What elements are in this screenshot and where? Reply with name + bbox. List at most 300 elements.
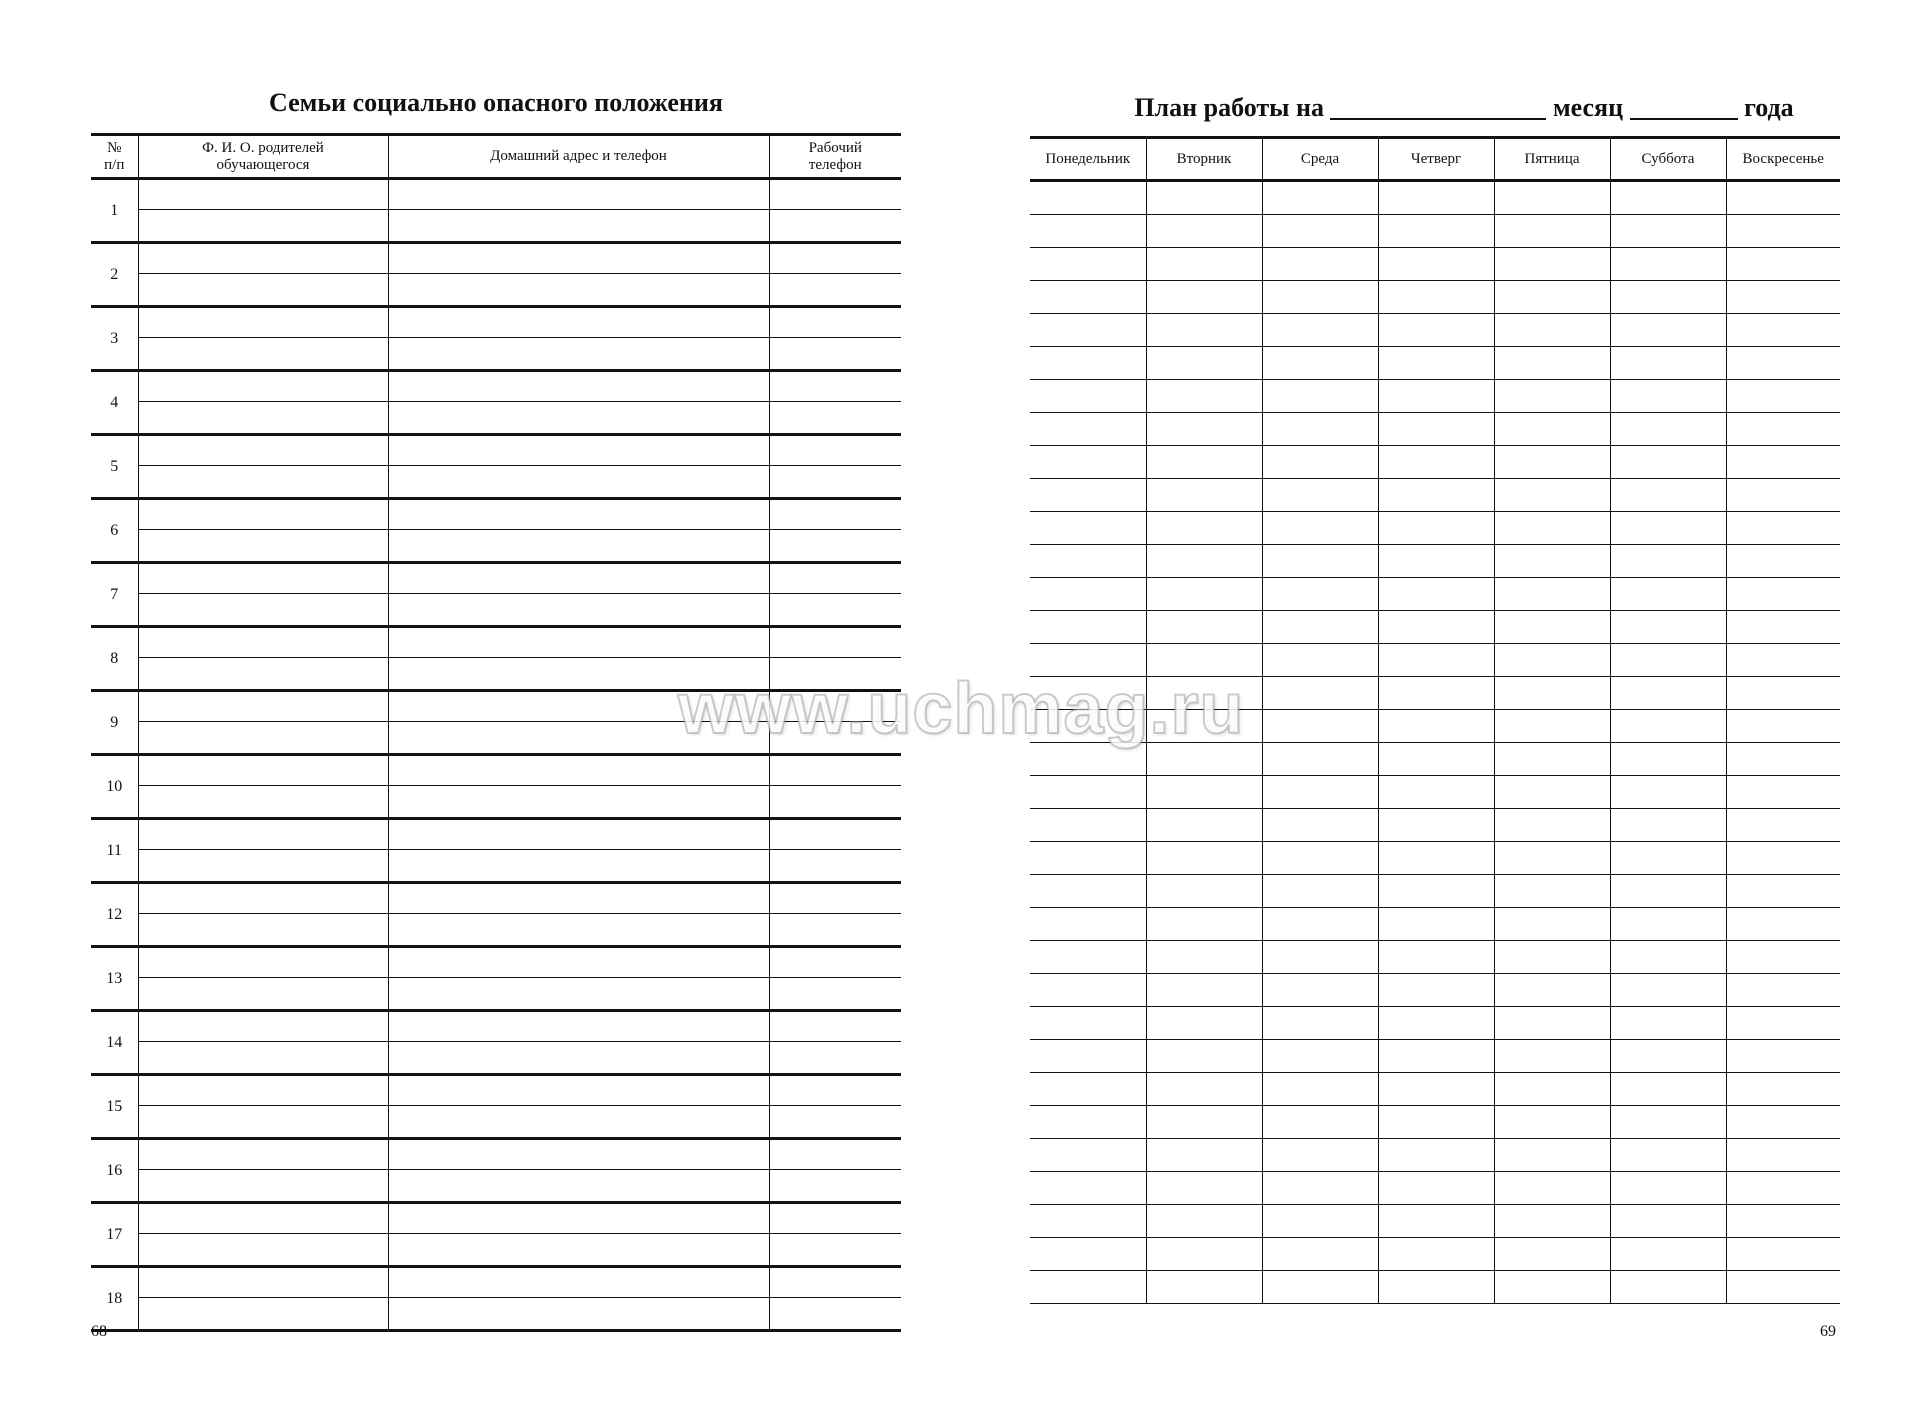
plan-cell[interactable] bbox=[1378, 281, 1494, 314]
plan-cell[interactable] bbox=[1610, 215, 1726, 248]
plan-cell[interactable] bbox=[1146, 677, 1262, 710]
plan-cell[interactable] bbox=[1146, 1271, 1262, 1304]
parents-name-cell[interactable] bbox=[138, 371, 388, 435]
plan-cell[interactable] bbox=[1378, 479, 1494, 512]
plan-cell[interactable] bbox=[1494, 974, 1610, 1007]
plan-cell[interactable] bbox=[1262, 215, 1378, 248]
address-cell[interactable] bbox=[388, 307, 769, 371]
parents-name-cell[interactable] bbox=[138, 755, 388, 819]
plan-cell[interactable] bbox=[1494, 413, 1610, 446]
plan-cell[interactable] bbox=[1726, 644, 1840, 677]
plan-cell[interactable] bbox=[1726, 1106, 1840, 1139]
parents-name-cell[interactable] bbox=[138, 1139, 388, 1203]
plan-cell[interactable] bbox=[1726, 380, 1840, 413]
plan-cell[interactable] bbox=[1030, 1238, 1146, 1271]
address-cell[interactable] bbox=[388, 371, 769, 435]
plan-cell[interactable] bbox=[1378, 710, 1494, 743]
plan-cell[interactable] bbox=[1030, 380, 1146, 413]
plan-cell[interactable] bbox=[1146, 710, 1262, 743]
parents-name-cell[interactable] bbox=[138, 947, 388, 1011]
plan-cell[interactable] bbox=[1726, 248, 1840, 281]
plan-cell[interactable] bbox=[1030, 479, 1146, 512]
plan-cell[interactable] bbox=[1378, 941, 1494, 974]
address-cell[interactable] bbox=[388, 627, 769, 691]
address-cell[interactable] bbox=[388, 755, 769, 819]
plan-cell[interactable] bbox=[1610, 1205, 1726, 1238]
plan-cell[interactable] bbox=[1726, 908, 1840, 941]
plan-cell[interactable] bbox=[1030, 446, 1146, 479]
plan-cell[interactable] bbox=[1494, 248, 1610, 281]
plan-cell[interactable] bbox=[1030, 1040, 1146, 1073]
plan-cell[interactable] bbox=[1262, 1271, 1378, 1304]
work-phone-cell[interactable] bbox=[769, 563, 901, 627]
plan-cell[interactable] bbox=[1262, 281, 1378, 314]
work-phone-cell[interactable] bbox=[769, 1267, 901, 1331]
plan-cell[interactable] bbox=[1494, 677, 1610, 710]
parents-name-cell[interactable] bbox=[138, 435, 388, 499]
plan-cell[interactable] bbox=[1146, 743, 1262, 776]
plan-cell[interactable] bbox=[1726, 1073, 1840, 1106]
plan-cell[interactable] bbox=[1610, 413, 1726, 446]
plan-cell[interactable] bbox=[1146, 380, 1262, 413]
plan-cell[interactable] bbox=[1030, 248, 1146, 281]
plan-cell[interactable] bbox=[1378, 1139, 1494, 1172]
plan-cell[interactable] bbox=[1030, 215, 1146, 248]
plan-cell[interactable] bbox=[1146, 1007, 1262, 1040]
work-phone-cell[interactable] bbox=[769, 627, 901, 691]
plan-cell[interactable] bbox=[1494, 842, 1610, 875]
plan-cell[interactable] bbox=[1610, 248, 1726, 281]
plan-cell[interactable] bbox=[1146, 1106, 1262, 1139]
plan-cell[interactable] bbox=[1262, 413, 1378, 446]
plan-cell[interactable] bbox=[1726, 710, 1840, 743]
plan-cell[interactable] bbox=[1726, 743, 1840, 776]
work-phone-cell[interactable] bbox=[769, 691, 901, 755]
address-cell[interactable] bbox=[388, 179, 769, 243]
plan-cell[interactable] bbox=[1494, 281, 1610, 314]
parents-name-cell[interactable] bbox=[138, 1011, 388, 1075]
address-cell[interactable] bbox=[388, 243, 769, 307]
plan-cell[interactable] bbox=[1494, 1205, 1610, 1238]
plan-cell[interactable] bbox=[1378, 743, 1494, 776]
parents-name-cell[interactable] bbox=[138, 1203, 388, 1267]
plan-cell[interactable] bbox=[1262, 809, 1378, 842]
plan-cell[interactable] bbox=[1378, 380, 1494, 413]
plan-cell[interactable] bbox=[1030, 347, 1146, 380]
plan-cell[interactable] bbox=[1146, 446, 1262, 479]
work-phone-cell[interactable] bbox=[769, 755, 901, 819]
plan-cell[interactable] bbox=[1610, 611, 1726, 644]
plan-cell[interactable] bbox=[1146, 809, 1262, 842]
plan-cell[interactable] bbox=[1146, 776, 1262, 809]
address-cell[interactable] bbox=[388, 1203, 769, 1267]
plan-cell[interactable] bbox=[1726, 1205, 1840, 1238]
plan-cell[interactable] bbox=[1378, 215, 1494, 248]
plan-cell[interactable] bbox=[1262, 743, 1378, 776]
plan-cell[interactable] bbox=[1378, 1238, 1494, 1271]
plan-cell[interactable] bbox=[1726, 545, 1840, 578]
plan-cell[interactable] bbox=[1726, 1139, 1840, 1172]
parents-name-cell[interactable] bbox=[138, 243, 388, 307]
plan-cell[interactable] bbox=[1030, 743, 1146, 776]
plan-cell[interactable] bbox=[1378, 908, 1494, 941]
plan-cell[interactable] bbox=[1378, 974, 1494, 1007]
plan-cell[interactable] bbox=[1494, 181, 1610, 215]
plan-cell[interactable] bbox=[1146, 479, 1262, 512]
plan-cell[interactable] bbox=[1262, 545, 1378, 578]
plan-cell[interactable] bbox=[1726, 809, 1840, 842]
day-header: Понедельник bbox=[1030, 138, 1146, 181]
plan-cell[interactable] bbox=[1378, 347, 1494, 380]
plan-cell[interactable] bbox=[1726, 512, 1840, 545]
plan-cell[interactable] bbox=[1610, 181, 1726, 215]
plan-cell[interactable] bbox=[1610, 743, 1726, 776]
plan-cell[interactable] bbox=[1030, 314, 1146, 347]
plan-cell[interactable] bbox=[1726, 281, 1840, 314]
plan-cell[interactable] bbox=[1610, 545, 1726, 578]
plan-cell[interactable] bbox=[1726, 347, 1840, 380]
plan-cell[interactable] bbox=[1494, 215, 1610, 248]
plan-cell[interactable] bbox=[1146, 347, 1262, 380]
plan-cell[interactable] bbox=[1494, 776, 1610, 809]
work-phone-cell[interactable] bbox=[769, 243, 901, 307]
plan-cell[interactable] bbox=[1030, 413, 1146, 446]
plan-cell[interactable] bbox=[1146, 875, 1262, 908]
plan-cell[interactable] bbox=[1726, 314, 1840, 347]
plan-cell[interactable] bbox=[1378, 776, 1494, 809]
plan-cell[interactable] bbox=[1726, 941, 1840, 974]
plan-cell[interactable] bbox=[1146, 1073, 1262, 1106]
plan-cell[interactable] bbox=[1610, 809, 1726, 842]
parents-name-cell[interactable] bbox=[138, 691, 388, 755]
plan-cell[interactable] bbox=[1610, 479, 1726, 512]
plan-cell[interactable] bbox=[1146, 281, 1262, 314]
plan-cell[interactable] bbox=[1146, 1238, 1262, 1271]
plan-cell[interactable] bbox=[1146, 181, 1262, 215]
plan-cell[interactable] bbox=[1726, 677, 1840, 710]
plan-cell[interactable] bbox=[1030, 809, 1146, 842]
plan-cell[interactable] bbox=[1146, 215, 1262, 248]
plan-cell[interactable] bbox=[1494, 314, 1610, 347]
plan-cell[interactable] bbox=[1146, 974, 1262, 1007]
plan-cell[interactable] bbox=[1262, 644, 1378, 677]
plan-cell[interactable] bbox=[1378, 446, 1494, 479]
address-cell[interactable] bbox=[388, 1267, 769, 1331]
plan-cell[interactable] bbox=[1610, 446, 1726, 479]
plan-cell[interactable] bbox=[1726, 1238, 1840, 1271]
plan-cell[interactable] bbox=[1494, 611, 1610, 644]
plan-cell[interactable] bbox=[1146, 1172, 1262, 1205]
plan-cell[interactable] bbox=[1610, 1172, 1726, 1205]
plan-cell[interactable] bbox=[1146, 1205, 1262, 1238]
plan-cell[interactable] bbox=[1494, 1271, 1610, 1304]
plan-cell[interactable] bbox=[1030, 710, 1146, 743]
plan-cell[interactable] bbox=[1726, 446, 1840, 479]
address-cell[interactable] bbox=[388, 1011, 769, 1075]
plan-cell[interactable] bbox=[1610, 941, 1726, 974]
plan-cell[interactable] bbox=[1262, 710, 1378, 743]
plan-cell[interactable] bbox=[1030, 974, 1146, 1007]
plan-cell[interactable] bbox=[1030, 1106, 1146, 1139]
plan-cell[interactable] bbox=[1146, 578, 1262, 611]
plan-cell[interactable] bbox=[1030, 512, 1146, 545]
work-phone-cell[interactable] bbox=[769, 819, 901, 883]
plan-cell[interactable] bbox=[1610, 1073, 1726, 1106]
plan-cell[interactable] bbox=[1146, 611, 1262, 644]
plan-cell[interactable] bbox=[1378, 677, 1494, 710]
plan-cell[interactable] bbox=[1378, 545, 1494, 578]
plan-cell[interactable] bbox=[1030, 941, 1146, 974]
plan-cell[interactable] bbox=[1262, 677, 1378, 710]
plan-cell[interactable] bbox=[1146, 413, 1262, 446]
plan-cell[interactable] bbox=[1146, 1139, 1262, 1172]
plan-cell[interactable] bbox=[1262, 1007, 1378, 1040]
parents-name-cell[interactable] bbox=[138, 819, 388, 883]
work-phone-cell[interactable] bbox=[769, 947, 901, 1011]
plan-cell[interactable] bbox=[1030, 1007, 1146, 1040]
plan-cell[interactable] bbox=[1262, 1238, 1378, 1271]
plan-cell[interactable] bbox=[1726, 611, 1840, 644]
plan-cell[interactable] bbox=[1262, 1205, 1378, 1238]
plan-cell[interactable] bbox=[1726, 1271, 1840, 1304]
plan-cell[interactable] bbox=[1378, 248, 1494, 281]
plan-cell[interactable] bbox=[1146, 512, 1262, 545]
plan-cell[interactable] bbox=[1030, 677, 1146, 710]
plan-cell[interactable] bbox=[1610, 314, 1726, 347]
plan-cell[interactable] bbox=[1494, 512, 1610, 545]
plan-cell[interactable] bbox=[1378, 842, 1494, 875]
plan-cell[interactable] bbox=[1726, 842, 1840, 875]
plan-cell[interactable] bbox=[1262, 1073, 1378, 1106]
row-number: 10 bbox=[91, 755, 138, 819]
address-cell[interactable] bbox=[388, 435, 769, 499]
parents-name-cell[interactable] bbox=[138, 1267, 388, 1331]
plan-cell[interactable] bbox=[1262, 578, 1378, 611]
plan-cell[interactable] bbox=[1726, 1040, 1840, 1073]
plan-cell[interactable] bbox=[1262, 611, 1378, 644]
plan-cell[interactable] bbox=[1030, 875, 1146, 908]
plan-cell[interactable] bbox=[1378, 1271, 1494, 1304]
plan-cell[interactable] bbox=[1726, 776, 1840, 809]
plan-cell[interactable] bbox=[1494, 941, 1610, 974]
plan-cell[interactable] bbox=[1610, 710, 1726, 743]
parents-name-cell[interactable] bbox=[138, 883, 388, 947]
plan-cell[interactable] bbox=[1494, 1139, 1610, 1172]
plan-cell[interactable] bbox=[1610, 347, 1726, 380]
plan-cell[interactable] bbox=[1378, 181, 1494, 215]
plan-cell[interactable] bbox=[1262, 446, 1378, 479]
plan-cell[interactable] bbox=[1030, 281, 1146, 314]
plan-cell[interactable] bbox=[1610, 908, 1726, 941]
parents-name-cell[interactable] bbox=[138, 1075, 388, 1139]
month-blank-line[interactable] bbox=[1330, 92, 1546, 120]
plan-cell[interactable] bbox=[1726, 215, 1840, 248]
plan-cell[interactable] bbox=[1262, 512, 1378, 545]
plan-cell[interactable] bbox=[1726, 974, 1840, 1007]
plan-cell[interactable] bbox=[1378, 512, 1494, 545]
plan-cell[interactable] bbox=[1610, 644, 1726, 677]
plan-cell[interactable] bbox=[1610, 974, 1726, 1007]
work-phone-cell[interactable] bbox=[769, 435, 901, 499]
work-phone-cell[interactable] bbox=[769, 883, 901, 947]
plan-cell[interactable] bbox=[1610, 578, 1726, 611]
plan-cell[interactable] bbox=[1030, 644, 1146, 677]
plan-cell[interactable] bbox=[1378, 314, 1494, 347]
plan-cell[interactable] bbox=[1610, 512, 1726, 545]
plan-cell[interactable] bbox=[1030, 1139, 1146, 1172]
plan-cell[interactable] bbox=[1494, 479, 1610, 512]
plan-cell[interactable] bbox=[1262, 479, 1378, 512]
plan-cell[interactable] bbox=[1494, 710, 1610, 743]
plan-cell[interactable] bbox=[1726, 1172, 1840, 1205]
work-phone-cell[interactable] bbox=[769, 499, 901, 563]
plan-cell[interactable] bbox=[1610, 1040, 1726, 1073]
plan-cell[interactable] bbox=[1262, 1139, 1378, 1172]
plan-cell[interactable] bbox=[1494, 1040, 1610, 1073]
parents-name-cell[interactable] bbox=[138, 307, 388, 371]
plan-cell[interactable] bbox=[1378, 1205, 1494, 1238]
work-phone-cell[interactable] bbox=[769, 371, 901, 435]
plan-cell[interactable] bbox=[1146, 908, 1262, 941]
plan-cell[interactable] bbox=[1378, 413, 1494, 446]
plan-cell[interactable] bbox=[1726, 1007, 1840, 1040]
plan-cell[interactable] bbox=[1030, 908, 1146, 941]
plan-cell[interactable] bbox=[1494, 1172, 1610, 1205]
plan-cell[interactable] bbox=[1262, 1172, 1378, 1205]
plan-cell[interactable] bbox=[1494, 1106, 1610, 1139]
plan-cell[interactable] bbox=[1378, 1007, 1494, 1040]
plan-cell[interactable] bbox=[1378, 1040, 1494, 1073]
work-phone-cell[interactable] bbox=[769, 1075, 901, 1139]
plan-cell[interactable] bbox=[1262, 1040, 1378, 1073]
plan-cell[interactable] bbox=[1494, 644, 1610, 677]
address-cell[interactable] bbox=[388, 947, 769, 1011]
year-blank-line[interactable] bbox=[1630, 92, 1738, 120]
plan-cell[interactable] bbox=[1030, 1073, 1146, 1106]
plan-cell[interactable] bbox=[1610, 281, 1726, 314]
plan-cell[interactable] bbox=[1030, 578, 1146, 611]
plan-cell[interactable] bbox=[1610, 842, 1726, 875]
plan-cell[interactable] bbox=[1610, 1139, 1726, 1172]
plan-cell[interactable] bbox=[1146, 644, 1262, 677]
plan-cell[interactable] bbox=[1262, 248, 1378, 281]
address-cell[interactable] bbox=[388, 691, 769, 755]
plan-cell[interactable] bbox=[1494, 578, 1610, 611]
plan-cell[interactable] bbox=[1146, 1040, 1262, 1073]
plan-cell[interactable] bbox=[1262, 314, 1378, 347]
work-phone-cell[interactable] bbox=[769, 1011, 901, 1075]
address-cell[interactable] bbox=[388, 1075, 769, 1139]
header-num: № п/п bbox=[91, 135, 138, 179]
plan-cell[interactable] bbox=[1030, 1172, 1146, 1205]
plan-cell[interactable] bbox=[1030, 776, 1146, 809]
plan-cell[interactable] bbox=[1146, 941, 1262, 974]
parents-name-cell[interactable] bbox=[138, 627, 388, 691]
parents-name-cell[interactable] bbox=[138, 499, 388, 563]
plan-cell[interactable] bbox=[1146, 842, 1262, 875]
work-phone-cell[interactable] bbox=[769, 1203, 901, 1267]
parents-name-cell[interactable] bbox=[138, 179, 388, 243]
plan-cell[interactable] bbox=[1610, 776, 1726, 809]
plan-cell[interactable] bbox=[1494, 875, 1610, 908]
plan-cell[interactable] bbox=[1146, 314, 1262, 347]
address-cell[interactable] bbox=[388, 499, 769, 563]
plan-cell[interactable] bbox=[1610, 875, 1726, 908]
address-cell[interactable] bbox=[388, 1139, 769, 1203]
plan-cell[interactable] bbox=[1262, 181, 1378, 215]
plan-cell[interactable] bbox=[1378, 1073, 1494, 1106]
plan-cell[interactable] bbox=[1378, 611, 1494, 644]
plan-cell[interactable] bbox=[1262, 875, 1378, 908]
plan-cell[interactable] bbox=[1726, 875, 1840, 908]
plan-cell[interactable] bbox=[1610, 1271, 1726, 1304]
plan-cell[interactable] bbox=[1610, 1238, 1726, 1271]
work-phone-cell[interactable] bbox=[769, 179, 901, 243]
plan-cell[interactable] bbox=[1378, 1172, 1494, 1205]
plan-cell[interactable] bbox=[1726, 479, 1840, 512]
plan-row bbox=[1030, 380, 1840, 413]
plan-cell[interactable] bbox=[1610, 677, 1726, 710]
table-row bbox=[91, 563, 901, 627]
plan-cell[interactable] bbox=[1378, 578, 1494, 611]
plan-cell[interactable] bbox=[1262, 842, 1378, 875]
plan-cell[interactable] bbox=[1494, 809, 1610, 842]
plan-cell[interactable] bbox=[1030, 181, 1146, 215]
plan-cell[interactable] bbox=[1494, 347, 1610, 380]
plan-cell[interactable] bbox=[1146, 248, 1262, 281]
plan-cell[interactable] bbox=[1262, 974, 1378, 1007]
plan-cell[interactable] bbox=[1494, 1007, 1610, 1040]
parents-name-cell[interactable] bbox=[138, 563, 388, 627]
plan-cell[interactable] bbox=[1726, 578, 1840, 611]
work-phone-cell[interactable] bbox=[769, 1139, 901, 1203]
plan-cell[interactable] bbox=[1610, 1106, 1726, 1139]
plan-cell[interactable] bbox=[1262, 1106, 1378, 1139]
plan-cell[interactable] bbox=[1494, 908, 1610, 941]
plan-cell[interactable] bbox=[1262, 941, 1378, 974]
address-cell[interactable] bbox=[388, 563, 769, 627]
plan-cell[interactable] bbox=[1262, 908, 1378, 941]
plan-cell[interactable] bbox=[1494, 1073, 1610, 1106]
plan-cell[interactable] bbox=[1146, 545, 1262, 578]
plan-cell[interactable] bbox=[1726, 413, 1840, 446]
plan-cell[interactable] bbox=[1378, 809, 1494, 842]
plan-cell[interactable] bbox=[1378, 1106, 1494, 1139]
plan-cell[interactable] bbox=[1494, 743, 1610, 776]
plan-cell[interactable] bbox=[1494, 446, 1610, 479]
plan-cell[interactable] bbox=[1378, 644, 1494, 677]
plan-cell[interactable] bbox=[1378, 875, 1494, 908]
plan-cell[interactable] bbox=[1494, 1238, 1610, 1271]
plan-cell[interactable] bbox=[1030, 1271, 1146, 1304]
work-phone-cell[interactable] bbox=[769, 307, 901, 371]
plan-row bbox=[1030, 1238, 1840, 1271]
address-cell[interactable] bbox=[388, 819, 769, 883]
plan-cell[interactable] bbox=[1030, 1205, 1146, 1238]
plan-cell[interactable] bbox=[1262, 347, 1378, 380]
plan-cell[interactable] bbox=[1610, 1007, 1726, 1040]
plan-cell[interactable] bbox=[1610, 380, 1726, 413]
plan-cell[interactable] bbox=[1494, 380, 1610, 413]
plan-cell[interactable] bbox=[1262, 380, 1378, 413]
address-cell[interactable] bbox=[388, 883, 769, 947]
plan-cell[interactable] bbox=[1030, 545, 1146, 578]
plan-cell[interactable] bbox=[1030, 611, 1146, 644]
plan-cell[interactable] bbox=[1494, 545, 1610, 578]
plan-cell[interactable] bbox=[1030, 842, 1146, 875]
plan-cell[interactable] bbox=[1726, 181, 1840, 215]
plan-cell[interactable] bbox=[1262, 776, 1378, 809]
